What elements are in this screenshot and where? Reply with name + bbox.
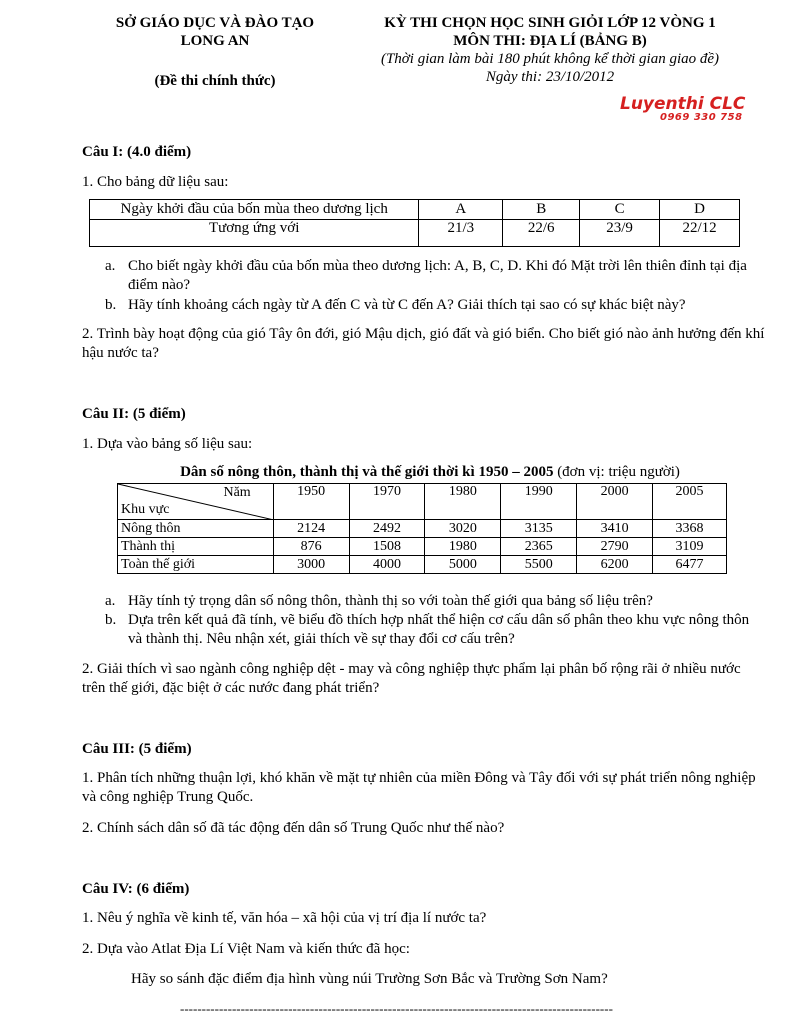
q4-p2: 2. Dựa vào Atlat Địa Lí Việt Nam và kiến thức đã học: [82,941,410,957]
table-cell: 3410 [577,520,653,538]
official-exam-note: (Đề thi chính thức) [154,73,276,89]
table-row [90,200,740,220]
table-cell: C [580,200,660,220]
q2-table-unit: (đơn vị: triệu người) [553,464,680,480]
table-cell: 876 [273,538,349,556]
year-header: 2000 [577,484,653,520]
q2-table-caption [100,463,760,482]
item-label: a. [105,593,116,609]
exam-subject: MÔN THI: ĐỊA LÍ (BẢNG B) [453,33,647,49]
table-cell: 22/6 [503,220,580,247]
table-cell: 22/12 [660,220,740,247]
table-cell: 3368 [653,520,727,538]
q1-title: Câu I: (4.0 điểm) [82,144,192,160]
table-cell: 4000 [349,556,425,574]
table-row [118,520,727,538]
table-cell: 6477 [653,556,727,574]
table-cell: D [660,200,740,220]
watermark-logo [620,96,770,124]
table-header-row [118,484,727,520]
q4-p1: 1. Nêu ý nghĩa về kinh tế, văn hóa – xã hội của vị trí địa lí nước ta? [82,910,487,926]
row-label: Nông thôn [118,520,274,538]
q3-p1: 1. Phân tích những thuận lợi, khó khăn về mặt tự nhiên của miền Đông và Tây đối với sự phát triển nông nghiệp và công nghiệp Trung Quốc. [82,770,756,805]
item-text: Cho biết ngày khởi đầu của bốn mùa theo dương lịch: A, B, C, D. Khi đó Mặt trời lên thiên đỉnh tại địa điểm nào? [128,258,747,293]
exam-title-block [340,14,760,86]
corner-region-label: Khu vực [121,502,170,517]
table-cell: Ngày khởi đầu của bốn mùa theo dương lịch [90,200,419,220]
corner-year-label: Năm [223,485,251,500]
row-label: Toàn thế giới [118,556,274,574]
year-header: 1980 [425,484,501,520]
table-row [118,538,727,556]
q2-title: Câu II: (5 điểm) [82,406,186,422]
exam-title: KỲ THI CHỌN HỌC SINH GIỎI LỚP 12 VÒNG 1 [384,15,716,31]
item-text: Hãy tính tỷ trọng dân số nông thôn, thành thị so với toàn thế giới qua bảng số liệu trên? [128,593,653,609]
q2-item-a [105,592,767,611]
table-cell: 1508 [349,538,425,556]
item-label: b. [105,297,117,313]
table-cell: 3000 [273,556,349,574]
q1-item-a [105,257,767,295]
year-header: 1950 [273,484,349,520]
table-cell: 6200 [577,556,653,574]
item-text: Hãy tính khoảng cách ngày từ A đến C và từ C đến A? Giải thích tại sao có sự khác biệt này? [128,297,686,313]
row-label: Thành thị [118,538,274,556]
q2-item-b [105,611,767,649]
exam-duration: (Thời gian làm bài 180 phút không kể thời gian giao đề) [380,51,720,67]
table-cell: 2790 [577,538,653,556]
table-cell: 2492 [349,520,425,538]
q2-p2: 2. Giải thích vì sao ngành công nghiệp dệt - may và công nghiệp thực phẩm lại phân bố rộng rãi ở nhiều nước trên thế giới, đặc biệt ở các nước đang phát triển? [82,661,741,696]
q4-p3: Hãy so sánh đặc điểm địa hình vùng núi Trường Sơn Bắc và Trường Sơn Nam? [131,971,608,987]
table-row [90,220,740,247]
q1-p1: 1. Cho bảng dữ liệu sau: [82,174,229,190]
table-cell: 5500 [501,556,577,574]
q2-p1: 1. Dựa vào bảng số liệu sau: [82,436,253,452]
table-cell: 2365 [501,538,577,556]
table-cell: 23/9 [580,220,660,247]
watermark-name: Luyenthi CLC [620,94,746,114]
q3-p2: 2. Chính sách dân số đã tác động đến dân số Trung Quốc như thế nào? [82,820,505,836]
table-cell: 2124 [273,520,349,538]
year-header: 1970 [349,484,425,520]
item-label: b. [105,612,117,628]
year-header: 2005 [653,484,727,520]
q2-table-title: Dân số nông thôn, thành thị và thế giới thời kì 1950 – 2005 [180,464,554,480]
population-table [117,483,727,574]
exam-date: Ngày thi: 23/10/2012 [485,69,615,85]
issuer-province: LONG AN [180,33,250,49]
q4-title: Câu IV: (6 điểm) [82,881,190,897]
table-cell: 5000 [425,556,501,574]
season-table [89,199,740,247]
table-cell: 1980 [425,538,501,556]
table-cell: 3020 [425,520,501,538]
table-cell: 3135 [501,520,577,538]
table-cell: 3109 [653,538,727,556]
table-cell: A [419,200,503,220]
year-header: 1990 [501,484,577,520]
item-text: Dựa trên kết quả đã tính, vẽ biểu đồ thích hợp nhất thể hiện cơ cấu dân số phân theo khu vực nông thôn và thành thị. Nêu nhận xét, giải thích về sự thay đổi cơ cấu trên? [128,612,750,647]
q1-item-b [105,296,767,315]
table-cell: B [503,200,580,220]
table-cell: Tương ứng với [90,220,419,247]
q3-title: Câu III: (5 điểm) [82,741,192,757]
item-label: a. [105,258,116,274]
table-cell: 21/3 [419,220,503,247]
table-row [118,556,727,574]
issuer-block [80,14,350,90]
q1-p2: 2. Trình bày hoạt động của gió Tây ôn đới, gió Mậu dịch, gió đất và gió biển. Cho biết gió nào ảnh hưởng đến khí hậu nước ta? [82,326,765,361]
watermark-phone: 0969 330 758 [660,112,743,123]
issuer-department: SỞ GIÁO DỤC VÀ ĐÀO TẠO [115,15,315,31]
footer-rule: ---------------------------------------------------------------------------------------------------- [180,1001,613,1016]
table-corner-cell [118,484,274,520]
